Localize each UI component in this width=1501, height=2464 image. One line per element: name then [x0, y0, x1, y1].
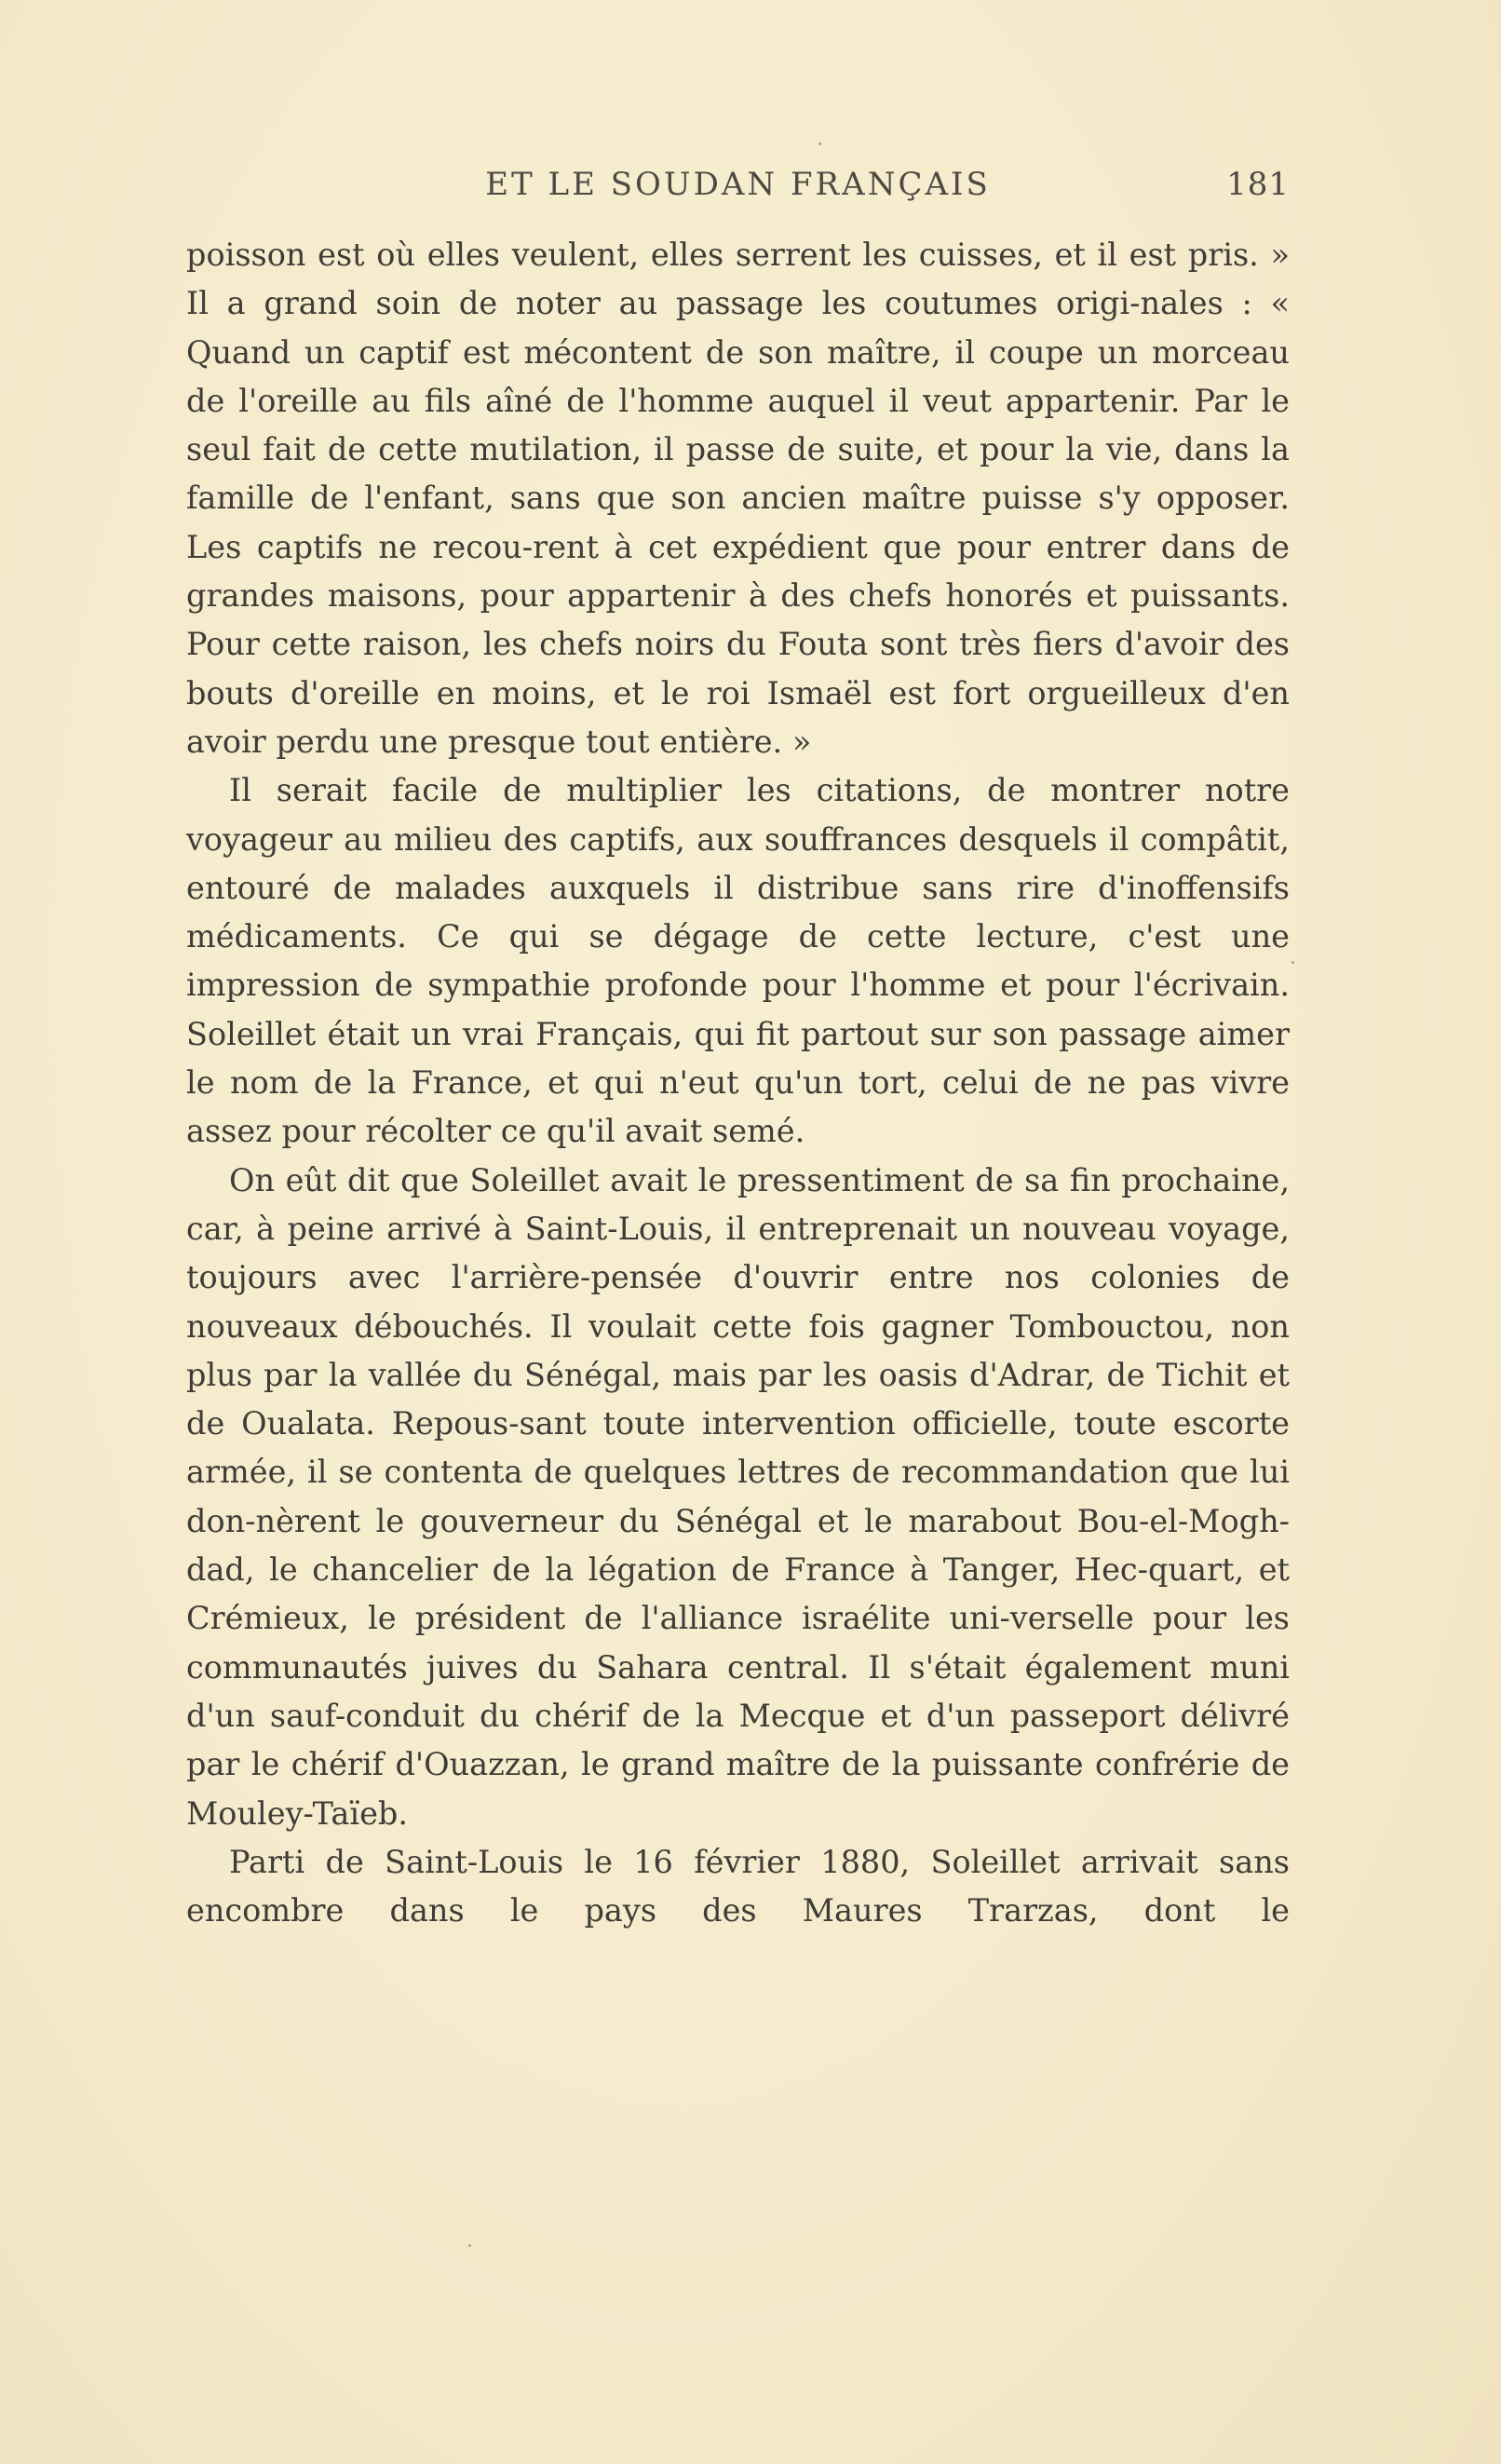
paragraph: On eût dit que Soleillet avait le pressentiment de sa fin prochaine, car, à peine arrivé à Saint-Louis, il entreprenait un nouveau voyage, toujours avec l'arrière-pensée d'ouvrir entre nos colonies de nouveaux débouchés. Il voulait cette fois gagner Tombouctou, non plus par la vallée du Sénégal, mais par les oasis d'Adrar, de Tichit et de Oualata. Repous-sant toute intervention officielle, toute escorte armée, il se contenta de quelques lettres de recommandation que lui don-nèrent le gouverneur du Sénégal et le marabout Bou-el-Mogh-dad, le chancelier de la légation de France à Tanger, Hec-quart, et Crémieux, le président de l'alliance israélite uni-verselle pour les communautés juives du Sahara central. Il s'était également muni d'un sauf-conduit du chérif de la Mecque et d'un passeport délivré par le chérif d'Ouazzan, le grand maître de la puissante confrérie de Mouley-Taïeb. [186, 1161, 1290, 1832]
paper-speck [1291, 961, 1294, 964]
paragraph: Parti de Saint-Louis le 16 février 1880, Soleillet arrivait sans encombre dans le pays des Maures Trarzas, dont le [186, 1843, 1290, 1929]
paragraph-continued: poisson est où elles veulent, elles serrent les cuisses, et il est pris. » Il a grand soin de noter au passage les coutumes origi-nales : « Quand un captif est mécontent de son maître, il coupe un morceau de l'oreille au fils aîné de l'homme auquel il veut appartenir. Par le seul fait de cette mutilation, il passe de suite, et pour la vie, dans la famille de l'enfant, sans que son ancien maître puisse s'y opposer. Les captifs ne recou-rent à cet expédient que pour entrer dans de grandes maisons, pour appartenir à des chefs honorés et puissants. Pour cette raison, les chefs noirs du Fouta sont très fiers d'avoir des bouts d'oreille en moins, et le roi Ismaël est fort orgueilleux d'en avoir perdu une presque tout entière. » [186, 237, 1290, 760]
paper-speck [468, 2244, 471, 2247]
running-title: ET LE SOUDAN FRANÇAIS [485, 166, 991, 203]
text-body [186, 231, 1290, 1935]
page-number: 181 [1226, 166, 1290, 203]
paper-speck [818, 142, 821, 145]
paragraph: Il serait facile de multiplier les citations, de montrer notre voyageur au milieu des captifs, aux souffrances desquels il compâtit, entouré de malades auxquels il distribue sans rire d'inoffensifs médicaments. Ce qui se dégage de cette lecture, c'est une impression de sympathie profonde pour l'homme et pour l'écrivain. Soleillet était un vrai Français, qui fit partout sur son passage aimer le nom de la France, et qui n'eut qu'un tort, celui de ne pas vivre assez pour récolter ce qu'il avait semé. [186, 772, 1290, 1150]
running-head [186, 166, 1290, 212]
